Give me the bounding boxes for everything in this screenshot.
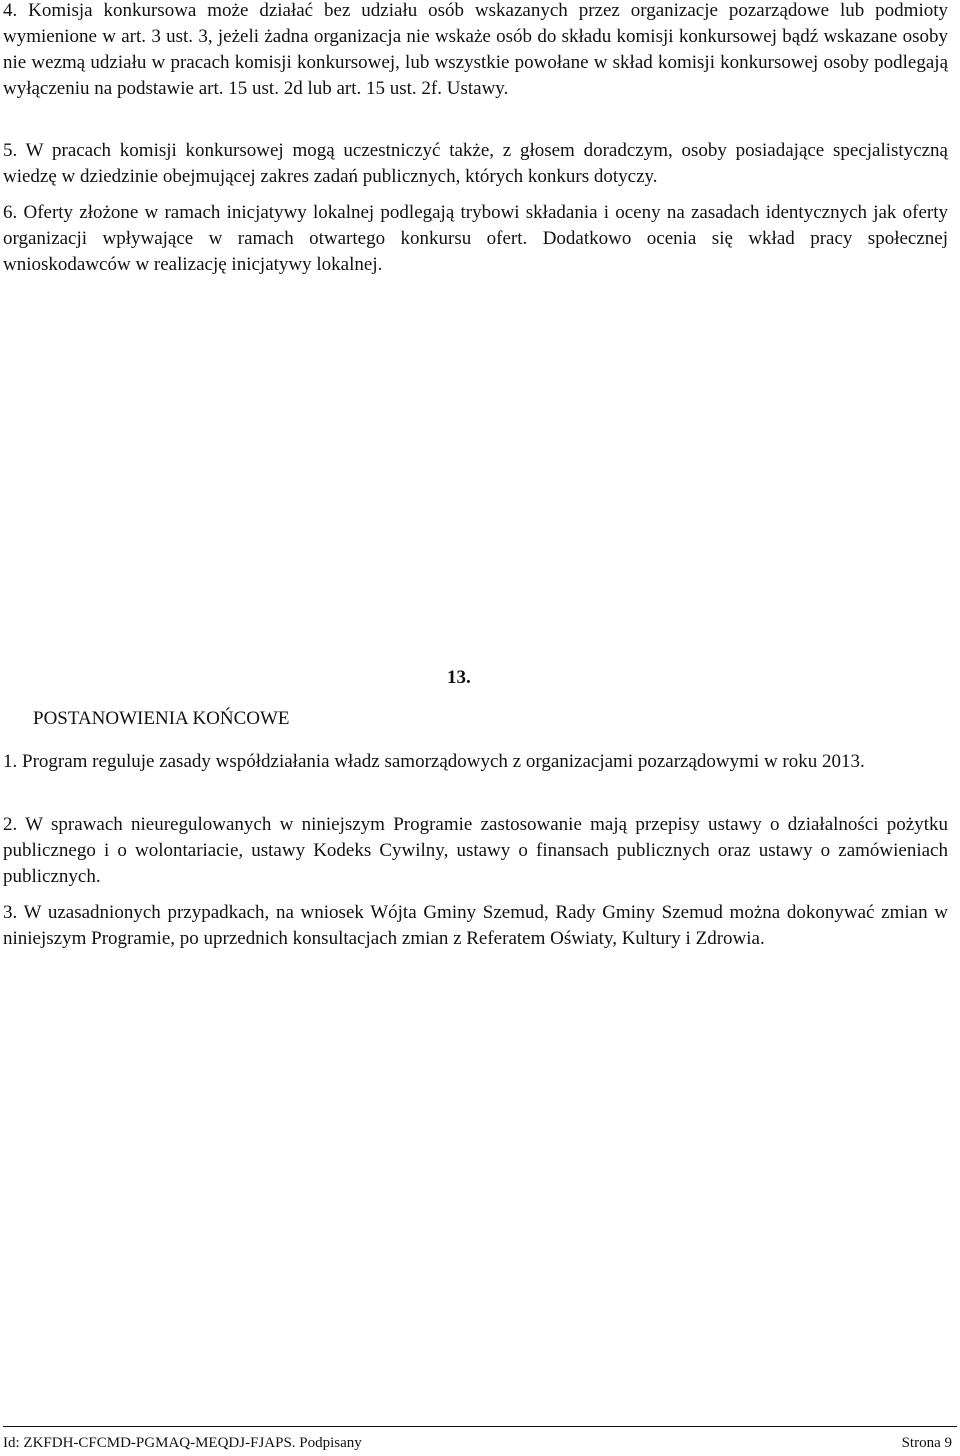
paragraph-number: 5. [3, 140, 26, 161]
section-title: POSTANOWIENIA KOŃCOWE [33, 708, 290, 729]
paragraph-number: 6. [3, 202, 24, 223]
paragraph-6 [3, 200, 948, 278]
paragraph-text: Komisja konkursowa może działać bez udziału osób wskazanych przez organizacje pozarządowe lub podmioty wymienione w art. 3 ust. 3, jeżeli żadna organizacja nie wskaże osób do składu komisji konkursowej bądź wskazane osoby nie wezmą udziału w pracach komisji konkursowej, lub wszystkie powołane w skład komisji konkursowej osoby podlegają wyłączeniu na podstawie art. 15 ust. 2d lub art. 15 ust. 2f. Ustawy. [3, 0, 949, 99]
paragraph-text: W sprawach nieuregulowanych w niniejszym Programie zastosowanie mają przepisy ustawy o działalności pożytku publicznego i o wolontariacie, ustawy Kodeks Cywilny, ustawy o finansach publicznych oraz ustawy o zamówieniach publicznych. [3, 814, 948, 887]
paragraph-number: 2. [3, 814, 26, 835]
paragraph-number: 4. [3, 0, 29, 21]
paragraph-text: Program reguluje zasady współdziałania władz samorządowych z organizacjami pozarządowymi w roku 2013. [22, 751, 865, 772]
paragraph-5 [3, 138, 948, 190]
paragraph-number: 1. [3, 751, 22, 772]
paragraph-text: W uzasadnionych przypadkach, na wniosek Wójta Gminy Szemud, Rady Gminy Szemud można dokonywać zmian w niniejszym Programie, po uprzednich konsultacjach zmian z Referatem Oświaty, Kultury i Zdrowia. [3, 902, 948, 949]
section-number: 13. [447, 667, 471, 688]
page-number: Strona 9 [901, 1435, 952, 1451]
paragraph-4 [3, 0, 948, 102]
paragraph-final-2 [3, 812, 948, 890]
document-id: Id: ZKFDH-CFCMD-PGMAQ-MEQDJ-FJAPS. Podpisany [3, 1435, 362, 1451]
paragraph-number: 3. [3, 902, 24, 923]
paragraph-final-1 [3, 749, 948, 775]
paragraph-final-3 [3, 900, 948, 952]
paragraph-text: W pracach komisji konkursowej mogą uczestniczyć także, z głosem doradczym, osoby posiadające specjalistyczną wiedzę w dziedzinie obejmującej zakres zadań publicznych, których konkurs dotyczy. [3, 140, 948, 187]
footer-divider [3, 1426, 957, 1427]
paragraph-text: Oferty złożone w ramach inicjatywy lokalnej podlegają trybowi składania i oceny na zasadach identycznych jak oferty organizacji wpływające w ramach otwartego konkursu ofert. Dodatkowo ocenia się wkład pracy społecznej wnioskodawców w realizację inicjatywy lokalnej. [3, 202, 949, 275]
